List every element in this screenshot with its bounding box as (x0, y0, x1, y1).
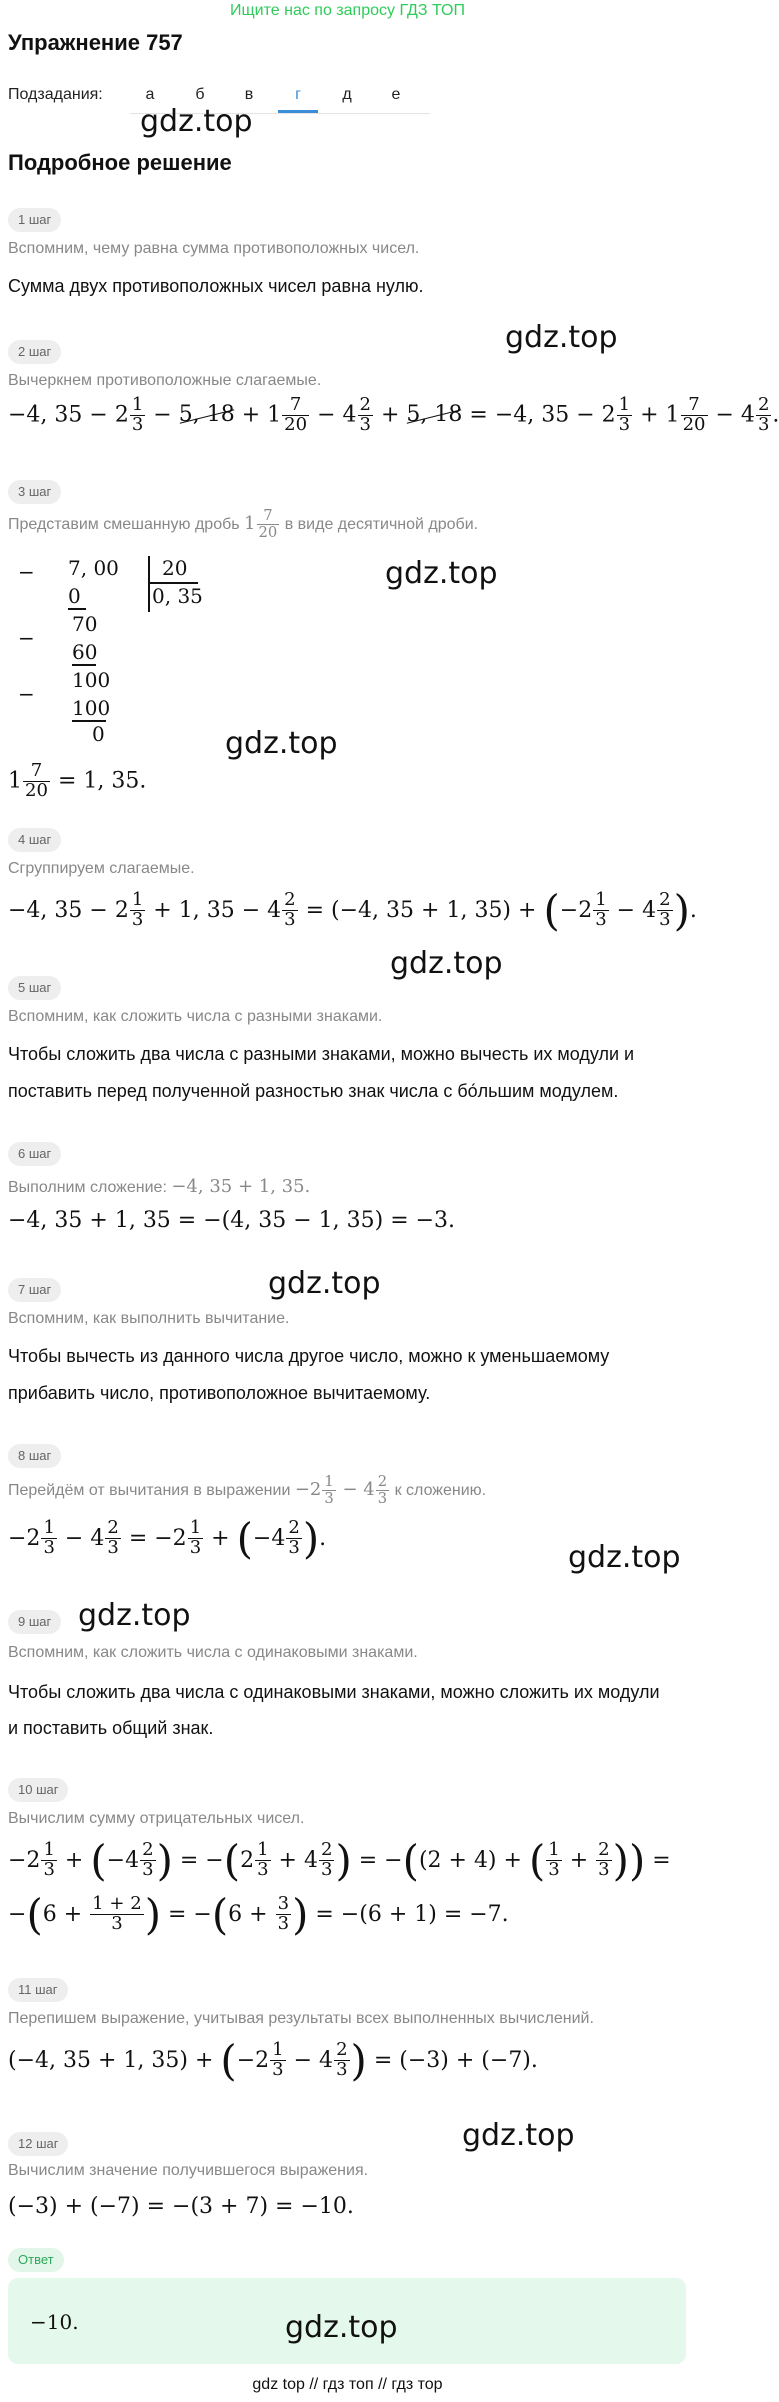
step-text: поставить перед полученной разностью знак числа с бо́льшим модулем. (8, 1081, 619, 1101)
hint-text: к сложению. (394, 1482, 487, 1499)
step-chip: 5 шаг (8, 976, 61, 1000)
tab-v[interactable]: в (244, 86, 254, 103)
solution-title: Подробное решение (8, 150, 232, 175)
answer-chip: Ответ (8, 2248, 64, 2272)
watermark: gdz.top (385, 556, 498, 591)
tab-d[interactable]: д (342, 86, 352, 103)
step-chip: 2 шаг (8, 340, 61, 364)
long-division-line (72, 664, 96, 666)
step-text: Чтобы сложить два числа с разными знаками, можно вычесть их модули и (8, 1044, 635, 1064)
long-division-minus: − (18, 560, 35, 584)
tab-g[interactable]: г (295, 86, 301, 103)
step-hint: Вычислим значение получившегося выражения. (8, 2162, 369, 2179)
step-hint: Вычеркнем противоположные слагаемые. (8, 372, 322, 389)
active-tab-indicator (278, 110, 318, 113)
step-hint: Представим смешанную дробь 1 $\frac{7}{20}$ в виде десятичной дроби. (8, 507, 479, 541)
step-text: Чтобы сложить два числа с одинаковыми знаками, можно сложить их модули (8, 1682, 660, 1702)
step-chip: 3 шаг (8, 480, 61, 504)
watermark: gdz.top (390, 946, 503, 981)
long-division-row: 100 (72, 696, 111, 720)
step-hint: Сгруппируем слагаемые. (8, 860, 195, 877)
step-text: и поставить общий знак. (8, 1718, 214, 1738)
long-division-row: 0 (92, 722, 105, 746)
formula-step-8: −2 $\frac{1}{3}$ − 4 $\frac{2}{3}$ = −2 $\frac{1}{3}$ + (−4 $\frac{2}{3}$ ). (8, 1514, 327, 1563)
watermark: gdz.top (505, 320, 618, 355)
tab-b[interactable]: б (195, 86, 205, 103)
watermark: gdz.top (568, 1540, 681, 1575)
hint-math: −4, 35 + 1, 35. (171, 1176, 311, 1197)
step-chip: 12 шаг (8, 2132, 68, 2156)
long-division-line (68, 608, 86, 610)
step-hint: Вспомним, как выполнить вычитание. (8, 1310, 290, 1327)
step-chip: 9 шаг (8, 1610, 61, 1634)
watermark: gdz.top (140, 104, 253, 139)
watermark: gdz.top (78, 1598, 191, 1633)
subtasks-label: Подзадания: (8, 86, 103, 103)
step-text: Чтобы вычесть из данного числа другое число, можно к уменьшаемому (8, 1346, 610, 1366)
watermark: gdz.top (462, 2118, 575, 2153)
long-division-quotient: 0, 35 (152, 584, 203, 608)
long-division-dividend: 7, 00 (68, 556, 119, 580)
watermark: gdz.top (268, 1266, 381, 1301)
step-chip: 6 шаг (8, 1142, 61, 1166)
long-division-bar (148, 556, 150, 612)
step-hint: Вспомним, как сложить числа с одинаковыми знаками. (8, 1644, 418, 1661)
hint-text: в виде десятичной дроби. (284, 516, 479, 533)
step-chip: 1 шаг (8, 208, 61, 232)
formula-step-2: −4, 35 − 2 $\frac{1}{3}$ − 5, 18 + 1 $\frac{7}{20}$ − 4 $\frac{2}{3}$ + 5, 18 = −4, 35 − 2 $\frac{1}{3}$ + 1 $\frac{7}{20}$ − 4 $\frac{2}{3}$ . (8, 394, 779, 435)
long-division-minus: − (18, 626, 35, 650)
step-text: прибавить число, противоположное вычитаемому. (8, 1383, 431, 1403)
hint-text: Перейдём от вычитания в выражении (8, 1482, 291, 1499)
hint-text: Выполним сложение: (8, 1179, 167, 1196)
step-hint: Перепишем выражение, учитывая результаты всех выполненных вычислений. (8, 2010, 594, 2027)
footer-links[interactable]: gdz top // гдз топ // гдз тор (252, 2376, 443, 2393)
top-banner[interactable]: Ищите нас по запросу ГДЗ ТОП (230, 2, 465, 19)
step-chip: 7 шаг (8, 1278, 61, 1302)
formula-step-10-line-2: −(6 + $\frac{1 + 2}{3}$ ) = −(6 + $\frac{3}{3}$ ) = −(6 + 1) = −7. (8, 1890, 509, 1939)
step-hint: Вспомним, чему равна сумма противоположных чисел. (8, 240, 420, 257)
answer-value: −10. (30, 2310, 79, 2334)
formula-step-10-line-1: −2 $\frac{1}{3}$ + (−4 $\frac{2}{3}$ ) = −(2 $\frac{1}{3}$ + 4 $\frac{2}{3}$ ) = −((2 + 4) + ( $\frac{1}{3}$ + $\frac{2}{3}$ )) = (8, 1836, 671, 1885)
step-text: Сумма двух противоположных чисел равна нулю. (8, 276, 424, 296)
long-division-minus: − (18, 682, 35, 706)
formula-step-6: −4, 35 + 1, 35 = −(4, 35 − 1, 35) = −3. (8, 1208, 456, 1233)
step-hint: Вспомним, как сложить числа с разными знаками. (8, 1008, 383, 1025)
formula-step-4: −4, 35 − 2 $\frac{1}{3}$ + 1, 35 − 4 $\frac{2}{3}$ = (−4, 35 + 1, 35) + (−2 $\frac{1}{3}$ − 4 $\frac{2}{3}$ ). (8, 886, 697, 935)
step-hint: Перейдём от вычитания в выражении −2 $\frac{1}{3}$ − 4 $\frac{2}{3}$ к сложению. (8, 1473, 487, 1507)
step-chip: 11 шаг (8, 1978, 68, 2002)
step-chip: 4 шаг (8, 828, 61, 852)
step-hint: Вычислим сумму отрицательных чисел. (8, 1810, 305, 1827)
long-division-row: 0 (68, 584, 81, 608)
page-title: Упражнение 757 (8, 30, 183, 55)
long-division-divisor: 20 (162, 556, 188, 580)
step-chip: 10 шаг (8, 1778, 68, 1802)
formula-step-12: (−3) + (−7) = −(3 + 7) = −10. (8, 2194, 354, 2219)
long-division-row: 70 (72, 612, 98, 636)
watermark: gdz.top (285, 2310, 398, 2345)
hint-text: Представим смешанную дробь (8, 516, 240, 533)
long-division-row: 60 (72, 640, 98, 664)
formula-step-11: (−4, 35 + 1, 35) + (−2 $\frac{1}{3}$ − 4 $\frac{2}{3}$ ) = (−3) + (−7). (8, 2036, 538, 2085)
watermark: gdz.top (225, 726, 338, 761)
long-division-row: 100 (72, 668, 111, 692)
step-chip: 8 шаг (8, 1444, 61, 1468)
tab-a[interactable]: а (145, 86, 155, 103)
formula-step-3: 1 $\frac{7}{20}$ = 1, 35. (8, 760, 147, 801)
tab-e[interactable]: е (391, 86, 401, 103)
step-hint (8, 1176, 310, 1197)
